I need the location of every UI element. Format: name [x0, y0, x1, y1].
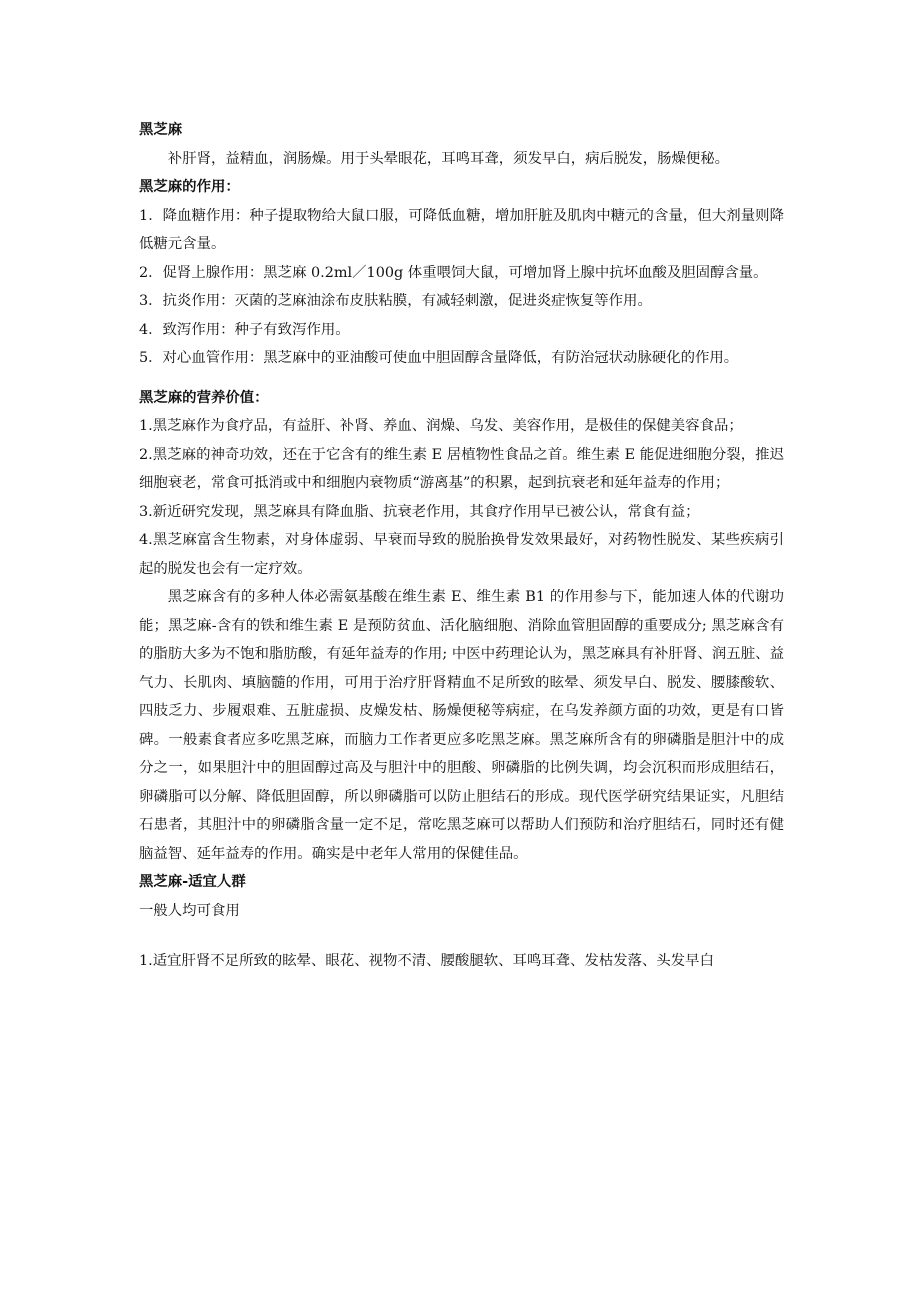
nutrition-item-2: 2.黑芝麻的神奇功效，还在于它含有的维生素 E 居植物性食品之首。维生素 E 能促进细胞分裂，推迟细胞衰老，常食可抵消或中和细胞内衰物质“游离基”的积累，起到抗衰老和延年益寿的作用； — [139, 446, 784, 491]
doc-title: 黑芝麻 — [139, 122, 183, 138]
section-spacer — [139, 925, 784, 947]
intro-paragraph: 补肝肾，益精血，润肠燥。用于头晕眼花，耳鸣耳聋，须发早白，病后脱发，肠燥便秘。 — [167, 150, 730, 167]
nutrition-paragraph: 黑芝麻含有的多种人体必需氨基酸在维生素 E、维生素 B1 的作用参与下，能加速人体的代谢功能；黑芝麻-含有的铁和维生素 E 是预防贫血、活化脑细胞、消除血管胆固醇的重要成分; 黑芝麻含有的脂肪大多为不饱和脂肪酸，有延年益寿的作用; 中医中药理论认为，黑芝麻具有补肝肾、润五脏、益气力、长肌肉、填脑髓的作用，可用于治疗肝肾精血不足所致的眩晕、须发早白、脱发、腰膝酸软、四肢乏力、步履艰难、五脏虚损、皮燥发枯、肠燥便秘等病症，在乌发养颜方面的功效，更是有口皆碑。一般素食者应多吃黑芝麻，而脑力工作者更应多吃黑芝麻。黑芝麻所含有的卵磷脂是胆汁中的成分之一，如果胆汁中的胆固醇过高及与胆汁中的胆酸、卵磷脂的比例失调，均会沉积而形成胆结石，卵磷脂可以分解、降低胆固醇，所以卵磷脂可以防止胆结石的形成。现代医学研究结果证实，凡胆结石患者，其胆汁中的卵磷脂含量一定不足，常吃黑芝麻可以帮助人们预防和治疗胆结石，同时还有健脑益智、延年益寿的作用。确实是中老年人常用的保健佳品。 — [139, 589, 784, 862]
nutrition-item-4: 4.黑芝麻富含生物素，对身体虚弱、早衰而导致的脱胎换骨发效果最好，对药物性脱发、某些疾病引起的脱发也会有一定疗效。 — [139, 532, 784, 577]
effects-heading: 黑芝麻的作用： — [139, 179, 240, 195]
effects-item-5: 5．对心血管作用：黑芝麻中的亚油酸可使血中胆固醇含量降低，有防治冠状动脉硬化的作用。 — [139, 350, 739, 366]
nutrition-item-3: 3.新近研究发现，黑芝麻具有降血脂、抗衰老作用，其食疗作用早已被公认，常食有益； — [139, 503, 700, 520]
suitable-item-1: 1.适宜肝肾不足所致的眩晕、眼花、视物不清、腰酸腿软、耳鸣耳聋、发枯发落、头发早白 — [139, 953, 714, 969]
suitable-heading: 黑芝麻-适宜人群 — [139, 874, 246, 890]
effects-item-2: 2．促肾上腺作用：黑芝麻 0.2ml／100g 体重喂饲大鼠，可增加肾上腺中抗坏血酸及胆固醇含量。 — [139, 264, 768, 281]
nutrition-item-1: 1.黑芝麻作为食疗品，有益肝、补肾、养血、润燥、乌发、美容作用，是极佳的保健美容食品； — [139, 418, 743, 434]
effects-item-4: 4．致泻作用：种子有致泻作用。 — [139, 321, 350, 338]
suitable-general: 一般人均可食用 — [139, 902, 240, 919]
effects-item-3: 3．抗炎作用：灭菌的芝麻油涂布皮肤粘膜，有减轻刺激，促进炎症恢复等作用。 — [139, 293, 652, 309]
section-spacer — [139, 373, 784, 384]
document-page — [139, 116, 784, 976]
nutrition-heading: 黑芝麻的营养价值： — [139, 389, 269, 406]
effects-item-1: 1．降血糖作用：种子提取物给大鼠口服，可降低血糖，增加肝脏及肌肉中糖元的含量，但大剂量则降低糖元含量。 — [139, 207, 784, 252]
